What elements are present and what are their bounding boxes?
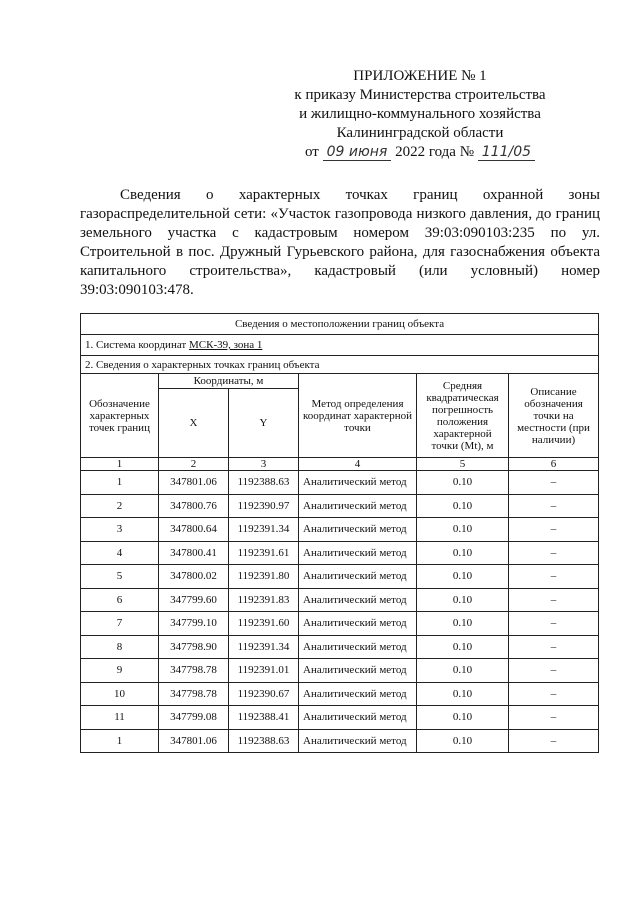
date-middle: 2022 года № bbox=[395, 144, 475, 160]
column-number: 1 bbox=[81, 458, 159, 471]
y-coordinate: 1192388.63 bbox=[229, 729, 299, 753]
header-y: Y bbox=[229, 389, 299, 458]
x-coordinate: 347801.06 bbox=[159, 471, 229, 495]
x-coordinate: 347801.06 bbox=[159, 729, 229, 753]
method: Аналитический метод bbox=[299, 565, 417, 589]
x-coordinate: 347800.41 bbox=[159, 541, 229, 565]
table-row bbox=[81, 471, 599, 495]
table-row bbox=[81, 588, 599, 612]
table-row bbox=[81, 494, 599, 518]
date-line bbox=[290, 143, 550, 162]
error: 0.10 bbox=[417, 565, 509, 589]
description: – bbox=[509, 588, 599, 612]
method: Аналитический метод bbox=[299, 659, 417, 683]
boundary-points-table bbox=[80, 313, 599, 753]
method: Аналитический метод bbox=[299, 541, 417, 565]
coordinate-system-row bbox=[81, 335, 599, 356]
section-2-title: 2. Сведения о характерных точках границ объекта bbox=[81, 356, 599, 374]
x-coordinate: 347800.64 bbox=[159, 518, 229, 542]
method: Аналитический метод bbox=[299, 706, 417, 730]
method: Аналитический метод bbox=[299, 612, 417, 636]
description: – bbox=[509, 612, 599, 636]
column-number: 6 bbox=[509, 458, 599, 471]
y-coordinate: 1192391.61 bbox=[229, 541, 299, 565]
x-coordinate: 347800.02 bbox=[159, 565, 229, 589]
header-point: Обозначение характерных точек границ bbox=[81, 374, 159, 458]
x-coordinate: 347798.78 bbox=[159, 682, 229, 706]
point-number: 4 bbox=[81, 541, 159, 565]
x-coordinate: 347799.08 bbox=[159, 706, 229, 730]
x-coordinate: 347800.76 bbox=[159, 494, 229, 518]
description: – bbox=[509, 518, 599, 542]
description: – bbox=[509, 541, 599, 565]
table-row bbox=[81, 729, 599, 753]
method: Аналитический метод bbox=[299, 494, 417, 518]
point-number: 2 bbox=[81, 494, 159, 518]
header-x: X bbox=[159, 389, 229, 458]
x-coordinate: 347799.60 bbox=[159, 588, 229, 612]
description-paragraph: Сведения о характерных точках границ охранной зоны газораспределительной сети: «Участок газопровода низкого давления, до границ земельного участка с кадастровым номером 39:03:090103:235 по ул. Строительной в пос. Дружный Гурьевского района, для газоснабжения объекта капитального строительства», кадастровый (или условный) номер 39:03:090103:478. bbox=[80, 187, 600, 298]
column-number: 4 bbox=[299, 458, 417, 471]
description: – bbox=[509, 729, 599, 753]
x-coordinate: 347798.90 bbox=[159, 635, 229, 659]
method: Аналитический метод bbox=[299, 682, 417, 706]
table-row bbox=[81, 682, 599, 706]
error: 0.10 bbox=[417, 518, 509, 542]
error: 0.10 bbox=[417, 588, 509, 612]
point-number: 6 bbox=[81, 588, 159, 612]
error: 0.10 bbox=[417, 682, 509, 706]
coordinate-system-value: МСК-39, зона 1 bbox=[188, 339, 263, 351]
description: – bbox=[509, 659, 599, 683]
method: Аналитический метод bbox=[299, 518, 417, 542]
y-coordinate: 1192391.83 bbox=[229, 588, 299, 612]
appendix-title: ПРИЛОЖЕНИЕ № 1 bbox=[353, 68, 487, 84]
region-line: Калининградской области bbox=[336, 125, 504, 141]
point-number: 8 bbox=[81, 635, 159, 659]
y-coordinate: 1192390.97 bbox=[229, 494, 299, 518]
header-method: Метод определения координат характерной точки bbox=[299, 374, 417, 458]
method: Аналитический метод bbox=[299, 588, 417, 612]
y-coordinate: 1192391.34 bbox=[229, 635, 299, 659]
column-number: 3 bbox=[229, 458, 299, 471]
y-coordinate: 1192391.34 bbox=[229, 518, 299, 542]
error: 0.10 bbox=[417, 729, 509, 753]
table-row bbox=[81, 541, 599, 565]
method: Аналитический метод bbox=[299, 471, 417, 495]
handwritten-date: 09 июня bbox=[323, 145, 392, 161]
error: 0.10 bbox=[417, 706, 509, 730]
point-number: 9 bbox=[81, 659, 159, 683]
header-error: Средняя квадратическая погрешность положения характерной точки (Mt), м bbox=[417, 374, 509, 458]
coordinate-system-label: 1. Система координат bbox=[85, 339, 187, 351]
error: 0.10 bbox=[417, 494, 509, 518]
point-number: 11 bbox=[81, 706, 159, 730]
y-coordinate: 1192391.80 bbox=[229, 565, 299, 589]
description: – bbox=[509, 682, 599, 706]
point-number: 10 bbox=[81, 682, 159, 706]
method: Аналитический метод bbox=[299, 635, 417, 659]
appendix-header bbox=[290, 67, 550, 162]
description: – bbox=[509, 494, 599, 518]
error: 0.10 bbox=[417, 471, 509, 495]
ministry-line: и жилищно-коммунального хозяйства bbox=[299, 106, 541, 122]
x-coordinate: 347798.78 bbox=[159, 659, 229, 683]
y-coordinate: 1192388.41 bbox=[229, 706, 299, 730]
description: – bbox=[509, 471, 599, 495]
point-number: 7 bbox=[81, 612, 159, 636]
header-coordinates: Координаты, м bbox=[159, 374, 299, 389]
description: – bbox=[509, 565, 599, 589]
column-numbers-row bbox=[81, 458, 599, 471]
header-description: Описание обозначения точки на местности (при наличии) bbox=[509, 374, 599, 458]
table-row bbox=[81, 518, 599, 542]
table-row bbox=[81, 659, 599, 683]
column-number: 5 bbox=[417, 458, 509, 471]
x-coordinate: 347799.10 bbox=[159, 612, 229, 636]
table-row bbox=[81, 612, 599, 636]
y-coordinate: 1192391.01 bbox=[229, 659, 299, 683]
table-row bbox=[81, 565, 599, 589]
point-number: 1 bbox=[81, 471, 159, 495]
point-number: 3 bbox=[81, 518, 159, 542]
order-line: к приказу Министерства строительства bbox=[294, 87, 546, 103]
point-number: 5 bbox=[81, 565, 159, 589]
y-coordinate: 1192391.60 bbox=[229, 612, 299, 636]
table-row bbox=[81, 635, 599, 659]
handwritten-number: 111/05 bbox=[478, 145, 535, 161]
error: 0.10 bbox=[417, 659, 509, 683]
method: Аналитический метод bbox=[299, 729, 417, 753]
description: – bbox=[509, 635, 599, 659]
description: – bbox=[509, 706, 599, 730]
y-coordinate: 1192388.63 bbox=[229, 471, 299, 495]
column-number: 2 bbox=[159, 458, 229, 471]
y-coordinate: 1192390.67 bbox=[229, 682, 299, 706]
table-title: Сведения о местоположении границ объекта bbox=[81, 314, 599, 335]
error: 0.10 bbox=[417, 541, 509, 565]
error: 0.10 bbox=[417, 635, 509, 659]
date-prefix: от bbox=[304, 144, 319, 160]
table-row bbox=[81, 706, 599, 730]
error: 0.10 bbox=[417, 612, 509, 636]
point-number: 1 bbox=[81, 729, 159, 753]
